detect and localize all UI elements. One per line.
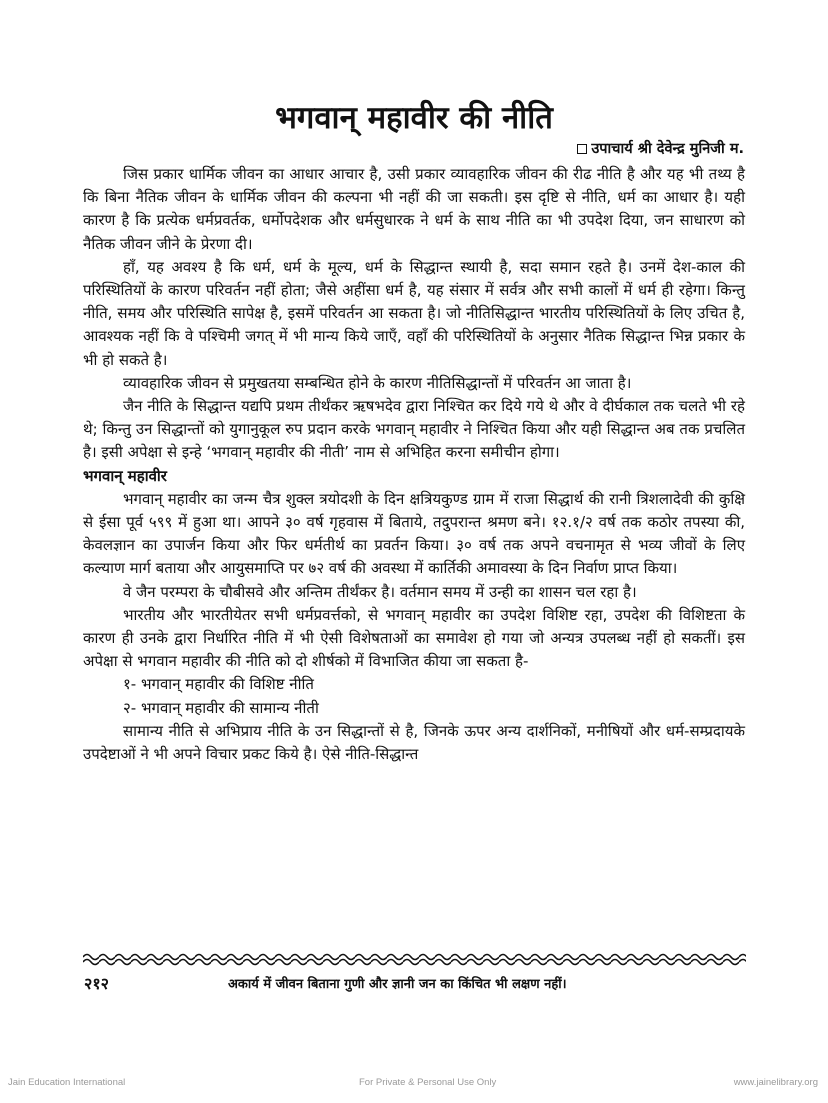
square-bullet-icon <box>577 144 587 154</box>
list-item-1: १- भगवान् महावीर की विशिष्ट नीति <box>123 675 314 694</box>
footer-quote: अकार्य में जीवन बिताना गुणी और ज्ञानी जन का किंचित भी लक्षण नहीं। <box>228 977 567 992</box>
credit-website-link[interactable]: www.jainelibrary.org <box>733 1077 818 1088</box>
paragraph-4: जैन नीति के सिद्धान्त यद्यपि प्रथम तीर्थंकर ऋषभदेव द्वारा निश्चित कर दिये गये थे और वे दीर्घकाल तक चलते भी रहे थे; किन्तु उन सिद्धान्तों को युगानुकूल रुप प्रदान करके भगवान् महावीर ने निश्चित किया और यही सिद्धान्त अब तक प्रचलित है। इसी अपेक्षा से इन्हे ‘भगवान् महावीर की नीती’ नाम से अभिहित करना समीचीन होगा। <box>83 397 745 462</box>
list-item-2: २- भगवान् महावीर की सामान्य नीती <box>123 698 319 717</box>
author-byline <box>577 138 744 158</box>
paragraph-8: सामान्य नीति से अभिप्राय नीति के उन सिद्धान्तों से है, जिनके ऊपर अन्य दार्शनिकों, मनीषियों और धर्म-सम्प्रदायके उपदेष्टाओं ने भी अपने विचार प्रकट किये है। ऐसे नीति-सिद्धान्त <box>83 721 745 764</box>
paragraph-6: वे जैन परम्परा के चौबीसवे और अन्तिम तीर्थंकर है। वर्तमान समय में उन्ही का शासन चल रहा है। <box>123 582 637 601</box>
author-name: उपाचार्य श्री देवेन्द्र मुनिजी म. <box>591 141 744 157</box>
wavy-divider <box>83 952 746 966</box>
paragraph-3: व्यावहारिक जीवन से प्रमुखतया सम्बन्धित होने के कारण नीतिसिद्धान्तों में परिवर्तन आ जाता है। <box>123 373 632 392</box>
paragraph-1: जिस प्रकार धार्मिक जीवन का आधार आचार है, उसी प्रकार व्यावहारिक जीवन की रीढ नीति है और यह भी तथ्य है कि बिना नैतिक जीवन के धार्मिक जीवन की कल्पना भी नहीं की जा सकती। इस दृष्टि से नीति, धर्म का आधार है। यही कारण है कि प्रत्येक धर्मप्रवर्तक, धर्मोपदेशक और धर्मसुधारक ने धर्म के साथ नीति का भी उपदेश दिया, जन साधारण को नैतिक जीवन जीने के प्रेरणा दी। <box>83 165 745 253</box>
paragraph-5: भगवान् महावीर का जन्म चैत्र शुक्ल त्रयोदशी के दिन क्षत्रियकुण्ड ग्राम में राजा सिद्धार्थ की रानी त्रिशलादेवी की कुक्षि से ईसा पूर्व ५९९ में हुआ था। आपने ३० वर्ष गृहवास में बिताये, तदुपरान्त श्रमण बने। १२.१/२ वर्ष तक कठोर तपस्या की, केवलज्ञान का उपार्जन किया और फिर धर्मतीर्थ का प्रवर्तन किया। ३० वर्ष तक अपने वचनामृत से भव्य जीवों के लिए कल्याण मार्ग बताया और आयुसमाप्ति पर ७२ वर्ष की अवस्था में कार्तिकी अमावस्या के दिन निर्वाण प्राप्त किया। <box>83 489 745 578</box>
credit-publisher: Jain Education International <box>8 1077 126 1088</box>
page-title: भगवान् महावीर की नीति <box>275 100 553 136</box>
credit-usage-notice: For Private & Personal Use Only <box>359 1077 497 1088</box>
paragraph-7: भारतीय और भारतीयेतर सभी धर्मप्रवर्त्तको, से भगवान् महावीर का उपदेश विशिष्ट रहा, उपदेश की विशिष्टता के कारण ही उनके द्वारा निर्धारित नीति में भी ऐसी विशेषताओं का समावेश हो गया जो अन्यत्र उपलब्ध नहीं हो सकतीं। इस अपेक्षा से भगवान महावीर की नीति को दो शीर्षको में विभाजित कीया जा सकता है- <box>83 605 745 671</box>
article-body <box>83 163 745 766</box>
section-heading: भगवान् महावीर <box>83 466 167 485</box>
page-number: २१२ <box>84 974 109 993</box>
paragraph-2: हाँ, यह अवश्य है कि धर्म, धर्म के मूल्य, धर्म के सिद्धान्त स्थायी है, सदा समान रहते है। उनमें देश-काल की परिस्थितियों के कारण परिवर्तन नहीं होता; जैसे अहींसा धर्म है, यह संसार में सर्वत्र और सभी कालों में धर्म ही रहेगा। किन्तु नीति, समय और परिस्थिति सापेक्ष है, इसमें परिवर्तन आ सकता है। जो नीतिसिद्धान्त भारतीय परिस्थितियों के लिए उचित है, आवश्यक नहीं कि वे पश्चिमी जगत् में भी मान्य किये जाएँ, वहाँ की परिस्थितियों के अनुसार नैतिक सिद्धान्त भिन्न प्रकार के भी हो सकते है। <box>83 257 745 369</box>
